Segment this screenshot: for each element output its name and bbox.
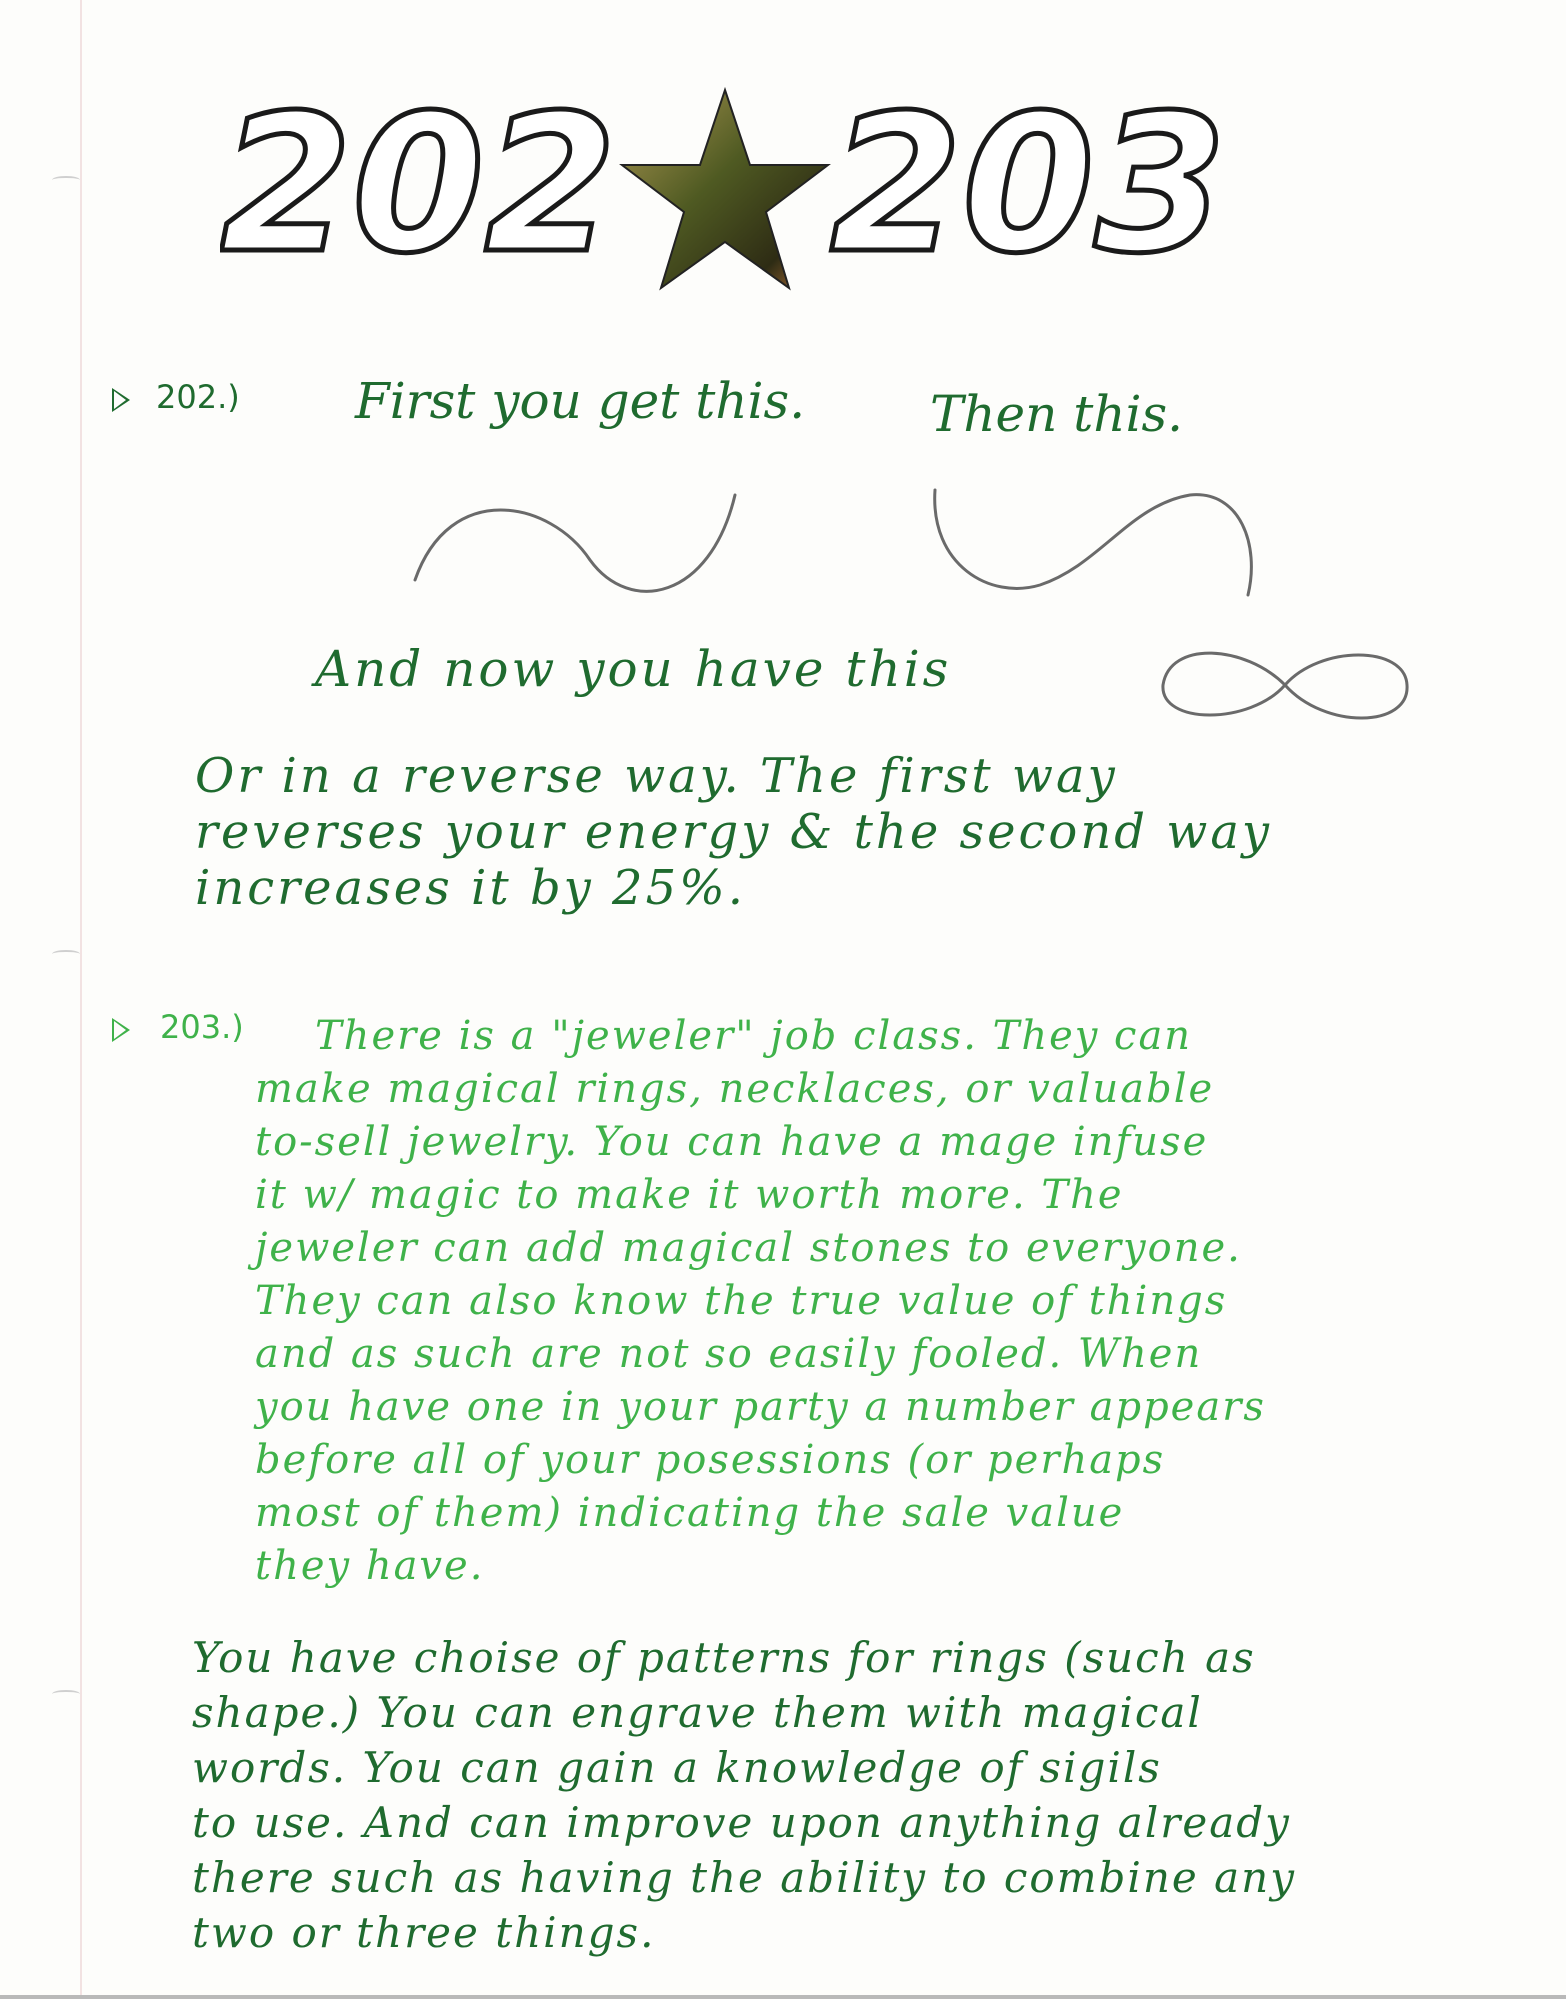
text-line: make magical rings, necklaces, or valuable bbox=[255, 1066, 1215, 1112]
text-line: You have choise of patterns for rings (such as bbox=[192, 1633, 1256, 1682]
text-line: shape.) You can engrave them with magical bbox=[192, 1688, 1203, 1737]
text-line: and as such are not so easily fooled. When bbox=[255, 1331, 1203, 1377]
margin-line bbox=[80, 0, 82, 1999]
bullet-icon bbox=[112, 388, 130, 412]
entry-202-text-a: First you get this. bbox=[355, 372, 806, 430]
text-line: to use. And can improve upon anything already bbox=[192, 1798, 1291, 1847]
text-line: reverses your energy & the second way bbox=[195, 804, 1273, 860]
text-line: They can also know the true value of things bbox=[255, 1278, 1228, 1324]
text-line: it w/ magic to make it worth more. The bbox=[255, 1172, 1124, 1218]
text-line: most of them) indicating the sale value bbox=[255, 1490, 1125, 1536]
hole-mark bbox=[52, 176, 80, 184]
bullet-icon bbox=[112, 1018, 130, 1042]
text-line: to-sell jewelry. You can have a mage infuse bbox=[255, 1119, 1209, 1165]
star-icon bbox=[622, 90, 828, 288]
text-line: Or in a reverse way. The first way bbox=[195, 748, 1118, 804]
header-number-left: 202 bbox=[220, 74, 617, 295]
text-line: two or three things. bbox=[192, 1908, 656, 1957]
text-line: jeweler can add magical stones to everyone. bbox=[255, 1225, 1242, 1271]
hole-mark bbox=[52, 1690, 80, 1698]
hole-mark bbox=[52, 950, 80, 958]
header-number-right: 203 bbox=[830, 74, 1227, 295]
infinity-drawing bbox=[1155, 640, 1415, 730]
text-line: they have. bbox=[255, 1543, 485, 1589]
text-line: you have one in your party a number appears bbox=[255, 1384, 1266, 1430]
entry-202-paragraph bbox=[195, 748, 1272, 916]
wave-drawing-second bbox=[930, 485, 1260, 600]
entry-203-paragraph bbox=[255, 1010, 1266, 1593]
text-line: increases it by 25%. bbox=[195, 860, 746, 916]
text-line: before all of your posessions (or perhaps bbox=[255, 1437, 1166, 1483]
entry-number-203: 203.) bbox=[160, 1008, 244, 1046]
text-line: words. You can gain a knowledge of sigils bbox=[192, 1743, 1162, 1792]
entry-number-202: 202.) bbox=[156, 378, 240, 416]
entry-202-text-c: And now you have this bbox=[315, 640, 952, 698]
entry-203-continued-paragraph bbox=[192, 1630, 1296, 1960]
text-line: There is a "jeweler" job class. They can bbox=[315, 1013, 1193, 1059]
entry-202-text-b: Then this. bbox=[930, 385, 1184, 443]
text-line: there such as having the ability to combine any bbox=[192, 1853, 1296, 1902]
page-header bbox=[220, 70, 1240, 300]
wave-drawing-first bbox=[410, 490, 740, 600]
scan-edge bbox=[0, 1995, 1566, 1999]
